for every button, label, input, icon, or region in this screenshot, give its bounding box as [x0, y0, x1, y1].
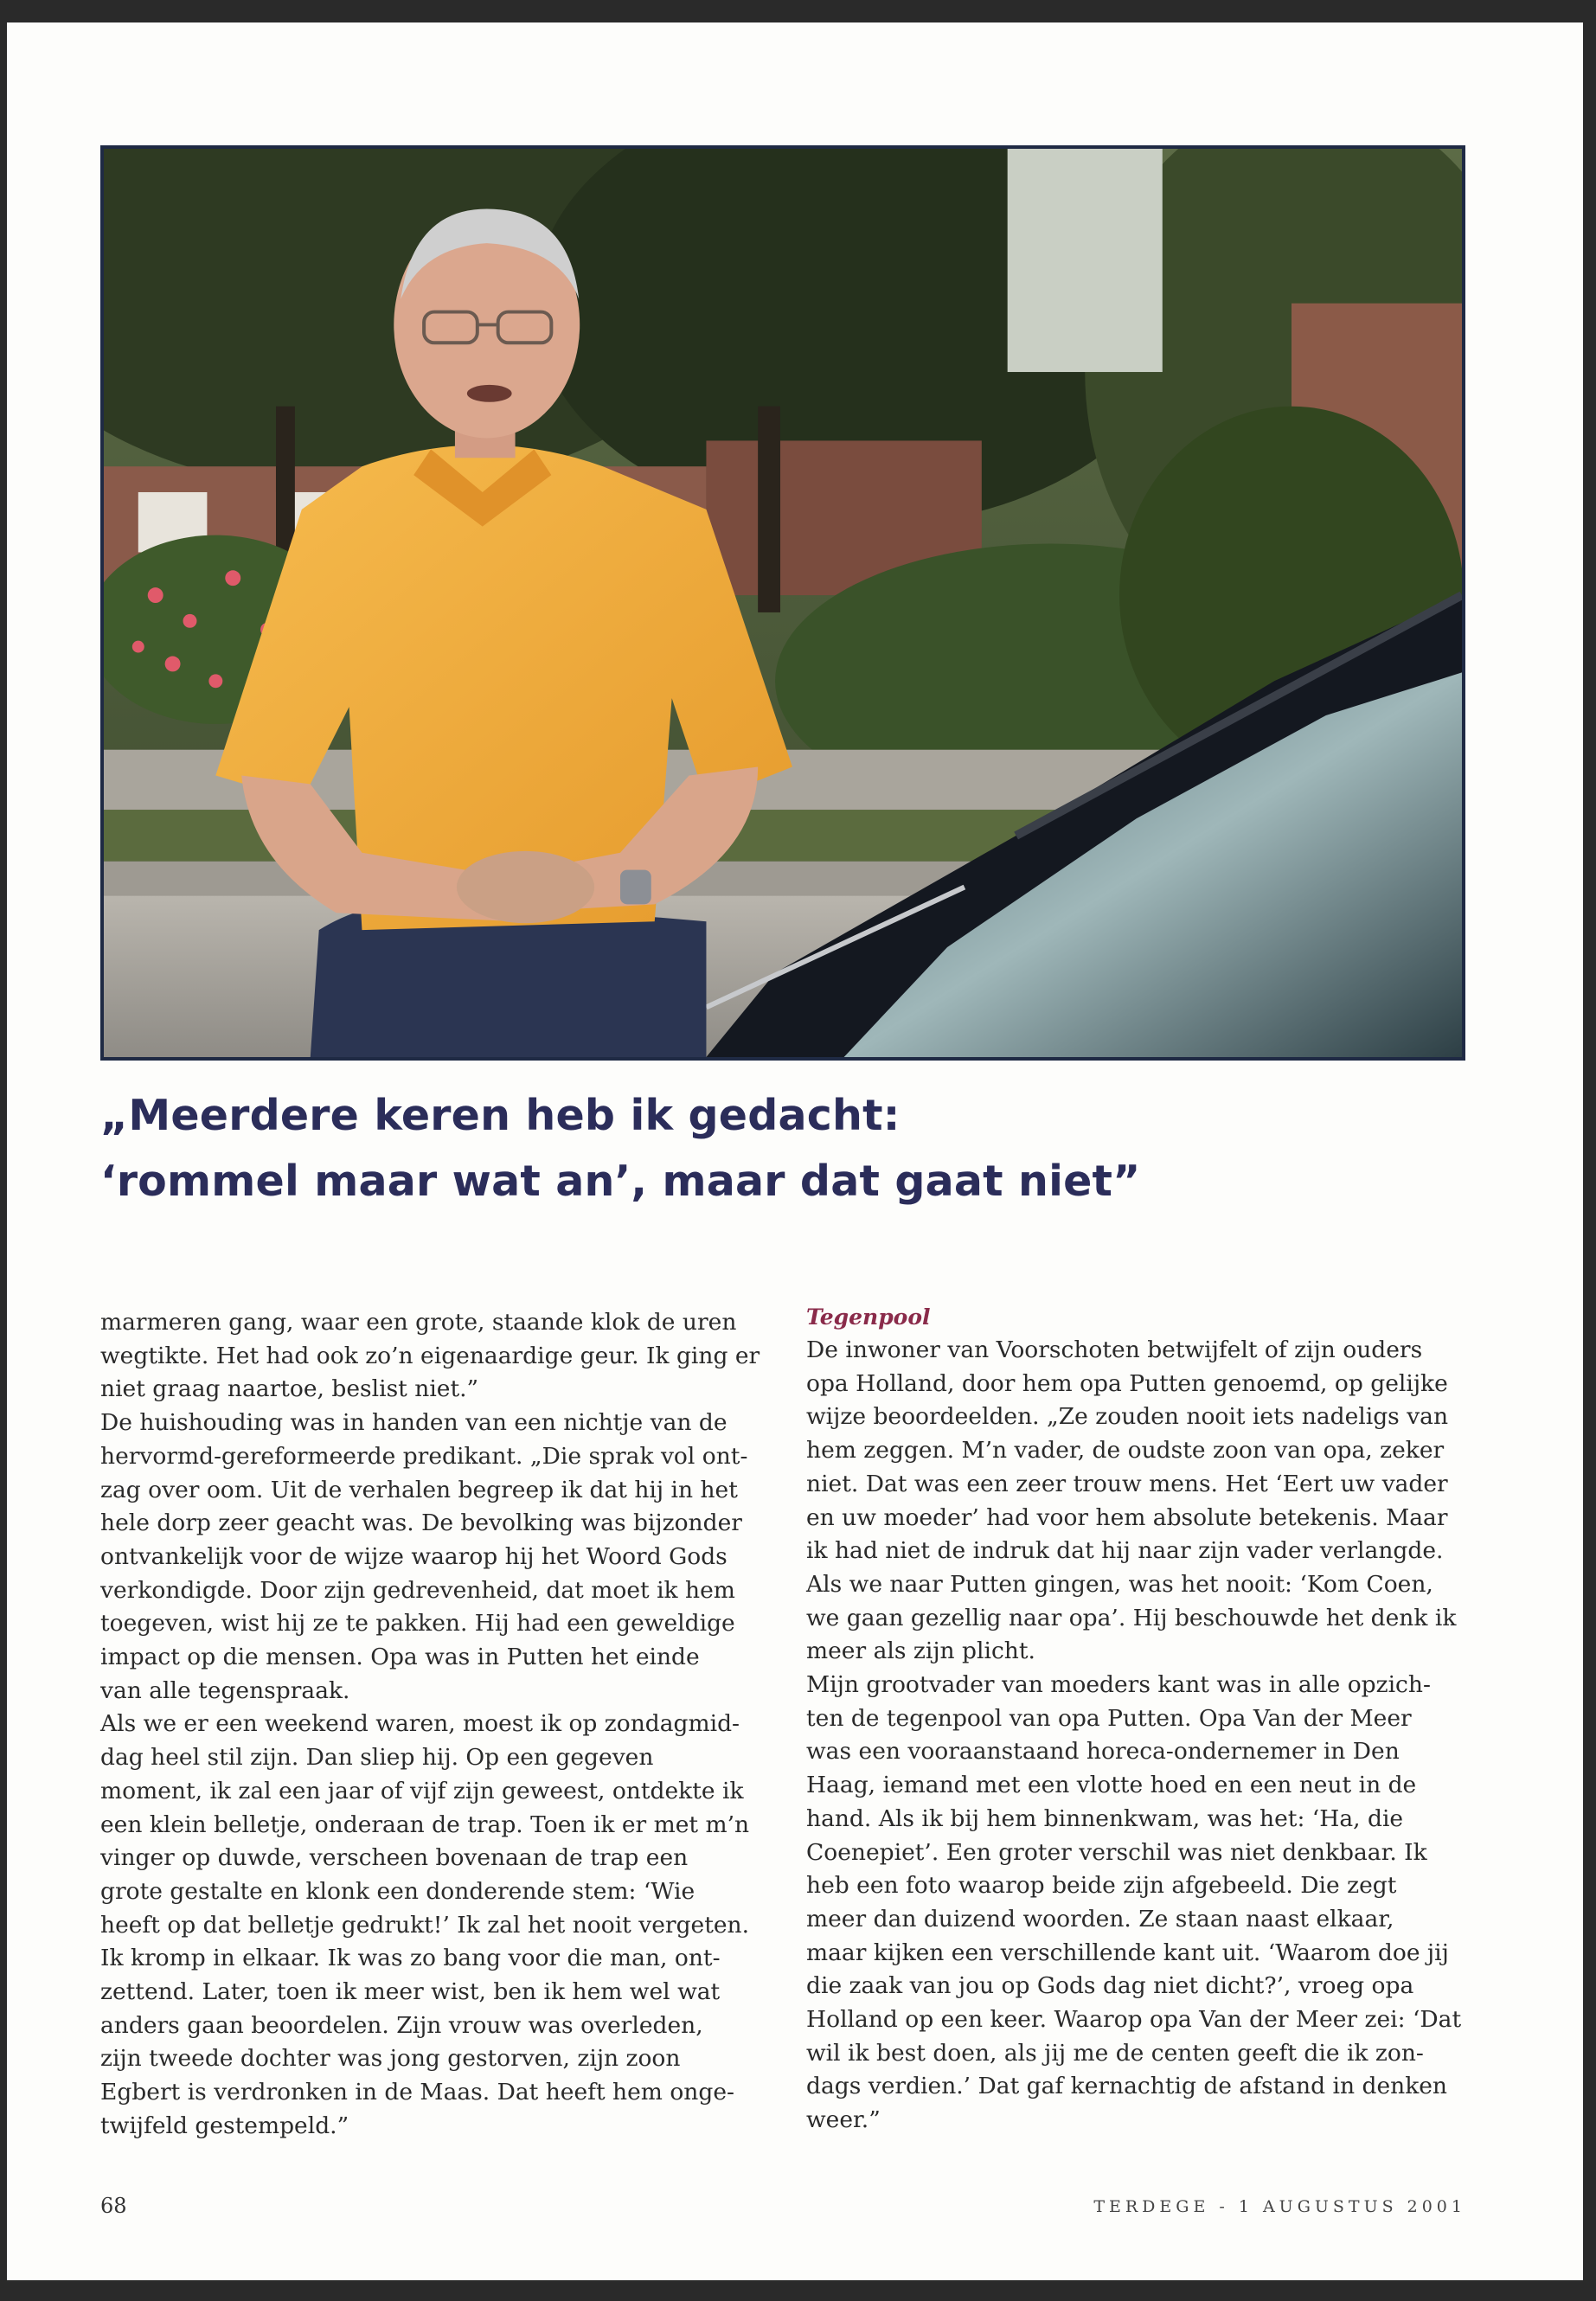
article-photo — [100, 145, 1465, 1061]
section-subhead: Tegenpool — [806, 1304, 931, 1330]
text-line: verkondigde. Door zijn gedrevenheid, dat moet ik hem — [100, 1576, 735, 1604]
text-line: heeft op dat belletje gedrukt!’ Ik zal het nooit vergeten. — [100, 1911, 750, 1939]
text-line: De inwoner van Voorschoten betwijfelt of zijn ouders — [806, 1336, 1423, 1363]
text-line: en uw moeder’ had voor hem absolute betekenis. Maar — [806, 1503, 1448, 1531]
text-line: Haag, iemand met een vlotte hoed en een neut in de — [806, 1772, 1417, 1799]
text-line: maar kijken een verschillende kant uit. ‘Waarom doe jij — [806, 1939, 1449, 1966]
left-column — [100, 1306, 766, 2144]
text-line: ten de tegenpool van opa Putten. Opa Van der Meer — [806, 1704, 1412, 1732]
text-line: wegtikte. Het had ook zo’n eigenaardige geur. Ik ging er — [100, 1342, 760, 1369]
text-line: van alle tegenspraak. — [100, 1676, 350, 1704]
right-column — [806, 1301, 1472, 2138]
text-line: wijze beoordeelden. „Ze zouden nooit iets nadeligs van — [806, 1403, 1449, 1431]
text-line: hervormd-gereformeerde predikant. „Die sprak vol ont- — [100, 1442, 748, 1470]
text-line: grote gestalte en klonk een donderende stem: ‘Wie — [100, 1877, 695, 1905]
text-line: een klein belletje, onderaan de trap. Toen ik er met m’n — [100, 1811, 750, 1838]
text-line: dags verdien.’ Dat gaf kernachtig de afstand in denken — [806, 2073, 1448, 2100]
text-line: anders gaan beoordelen. Zijn vrouw was overleden, — [100, 2011, 703, 2039]
text-line: opa Holland, door hem opa Putten genoemd, op gelijke — [806, 1369, 1448, 1397]
text-line: Egbert is verdronken in de Maas. Dat heeft hem onge- — [100, 2079, 734, 2106]
text-line: marmeren gang, waar een grote, staande klok de uren — [100, 1309, 737, 1336]
text-line: impact op die mensen. Opa was in Putten het einde — [100, 1644, 700, 1671]
text-line: we gaan gezellig naar opa’. Hij beschouwde het denk ik — [806, 1604, 1457, 1631]
text-line: wil ik best doen, als jij me de centen geeft die ik zon- — [806, 2039, 1424, 2067]
page-edge — [1583, 0, 1596, 2301]
text-line: meer als zijn plicht. — [806, 1638, 1035, 1665]
text-line: ik had niet de indruk dat hij naar zijn vader verlangde. — [806, 1537, 1444, 1565]
text-line: moment, ik zal een jaar of vijf zijn geweest, ontdekte ik — [100, 1777, 744, 1804]
text-line: hem zeggen. M’n vader, de oudste zoon van opa, zeker — [806, 1437, 1445, 1465]
page-number: 68 — [100, 2194, 127, 2218]
text-line: zijn tweede dochter was jong gestorven, zijn zoon — [100, 2045, 681, 2073]
text-line: vinger op duwde, verscheen bovenaan de trap een — [100, 1844, 689, 1872]
text-line: dag heel stil zijn. Dan sliep hij. Op een gegeven — [100, 1744, 654, 1772]
text-line: Als we er een weekend waren, moest ik op zondagmid- — [100, 1710, 740, 1738]
text-line: die zaak van jou op Gods dag niet dicht?’, vroeg opa — [806, 1972, 1414, 2000]
text-line: hand. Als ik bij hem binnenkwam, was het: ‘Ha, die — [806, 1804, 1404, 1832]
text-line: meer dan duizend woorden. Ze staan naast elkaar, — [806, 1905, 1394, 1932]
text-line: zag over oom. Uit de verhalen begreep ik dat hij in het — [100, 1476, 738, 1503]
text-line: weer.” — [806, 2106, 881, 2134]
article-headline — [100, 1083, 1398, 1215]
text-line: niet graag naartoe, beslist niet.” — [100, 1375, 479, 1403]
text-line: ontvankelijk voor de wijze waarop hij het Woord Gods — [100, 1542, 727, 1570]
footer-masthead: TERDEGE - 1 AUGUSTUS 2001 — [1093, 2197, 1466, 2216]
text-line: Holland op een keer. Waarop opa Van der Meer zei: ‘Dat — [806, 2006, 1462, 2034]
text-line: niet. Dat was een zeer trouw mens. Het ‘Eert uw vader — [806, 1470, 1448, 1497]
text-line: twijfeld gestempeld.” — [100, 2112, 349, 2139]
text-line: was een vooraanstaand horeca-ondernemer in Den — [806, 1738, 1400, 1766]
text-line: hele dorp zeer geacht was. De bevolking was bijzonder — [100, 1509, 742, 1537]
text-line: heb een foto waarop beide zijn afgebeeld. Die zegt — [806, 1872, 1397, 1900]
text-line: De huishouding was in handen van een nichtje van de — [100, 1409, 727, 1437]
text-line: Coenepiet’. Een groter verschil was niet denkbaar. Ik — [806, 1838, 1427, 1866]
text-line: zettend. Later, toen ik meer wist, ben ik hem wel wat — [100, 1978, 721, 2006]
text-line: Mijn grootvader van moeders kant was in alle opzich- — [806, 1671, 1431, 1699]
headline-line-2: ‘rommel maar wat an’, maar dat gaat niet” — [100, 1157, 1141, 1206]
text-line: Als we naar Putten gingen, was het nooit: ‘Kom Coen, — [806, 1570, 1433, 1598]
photo-illustration — [104, 149, 1462, 1057]
text-line: toegeven, wist hij ze te pakken. Hij had een geweldige — [100, 1610, 735, 1638]
text-line: Ik kromp in elkaar. Ik was zo bang voor die man, ont- — [100, 1945, 721, 1972]
headline-line-1: „Meerdere keren heb ik gedacht: — [100, 1091, 901, 1140]
